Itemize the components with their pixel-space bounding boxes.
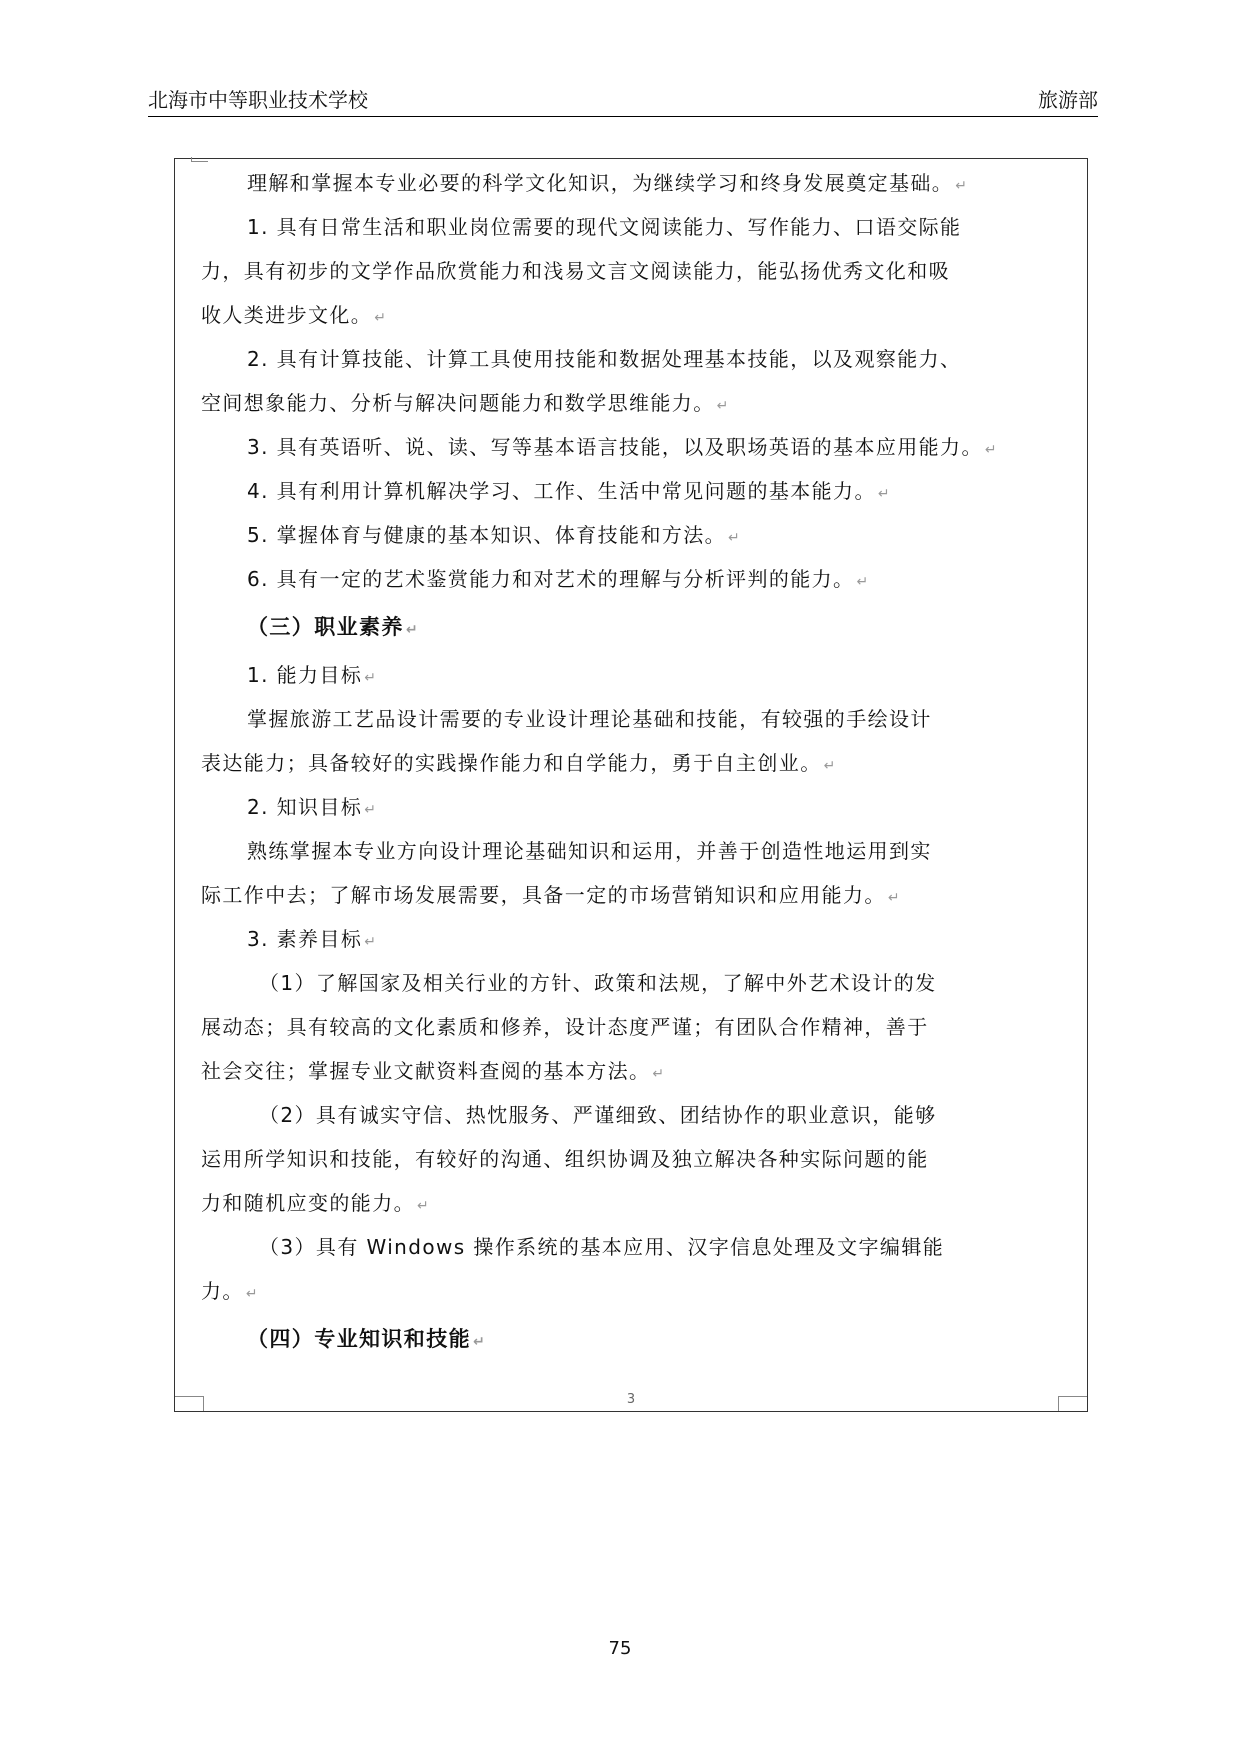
- text-line: （3）具有 Windows 操作系统的基本应用、汉字信息处理及文字编辑能: [259, 1235, 945, 1259]
- text-line: 际工作中去；了解市场发展需要，具备一定的市场营销知识和应用能力。 ↵: [201, 883, 900, 907]
- text-line: 6. 具有一定的艺术鉴赏能力和对艺术的理解与分析评判的能力。 ↵: [247, 567, 869, 591]
- text-line: 理解和掌握本专业必要的科学文化知识，为继续学习和终身发展奠定基础。 ↵: [247, 171, 967, 195]
- text-line: 收人类进步文化。 ↵: [201, 303, 386, 327]
- text-line: 掌握旅游工艺品设计需要的专业设计理论基础和技能，有较强的手绘设计: [247, 707, 932, 731]
- document-body: [201, 161, 1063, 1365]
- section-heading: （三）职业素养 ↵: [247, 615, 418, 639]
- text-line: 表达能力；具备较好的实践操作能力和自学能力，勇于自主创业。 ↵: [201, 751, 836, 775]
- text-line: 3. 具有英语听、说、读、写等基本语言技能，以及职场英语的基本应用能力。 ↵: [247, 435, 997, 459]
- page-number: 75: [608, 1638, 632, 1659]
- embedded-page-number: 3: [626, 1392, 636, 1407]
- text-line: 3. 素养目标 ↵: [247, 927, 376, 951]
- header-department: 旅游部: [1038, 88, 1098, 112]
- text-line: 力，具有初步的文学作品欣赏能力和浅易文言文阅读能力，能弘扬优秀文化和吸: [201, 259, 950, 283]
- text-line: （2）具有诚实守信、热忱服务、严谨细致、团结协作的职业意识，能够: [259, 1103, 937, 1127]
- text-line: 力和随机应变的能力。 ↵: [201, 1191, 429, 1215]
- text-line: 熟练掌握本专业方向设计理论基础知识和运用，并善于创造性地运用到实: [247, 839, 932, 863]
- text-line: 运用所学知识和技能，有较好的沟通、组织协调及独立解决各种实际问题的能: [201, 1147, 929, 1171]
- text-line: 社会交往；掌握专业文献资料查阅的基本方法。 ↵: [201, 1059, 665, 1083]
- embedded-document-frame: [174, 158, 1088, 1412]
- text-line: 2. 知识目标 ↵: [247, 795, 376, 819]
- text-line: 展动态；具有较高的文化素质和修养，设计态度严谨；有团队合作精神，善于: [201, 1015, 929, 1039]
- page-header: [148, 86, 1098, 117]
- text-line: 空间想象能力、分析与解决问题能力和数学思维能力。 ↵: [201, 391, 729, 415]
- text-line: 1. 具有日常生活和职业岗位需要的现代文阅读能力、写作能力、口语交际能: [247, 215, 962, 239]
- header-school-name: 北海市中等职业技术学校: [148, 88, 368, 112]
- text-line: 4. 具有利用计算机解决学习、工作、生活中常见问题的基本能力。 ↵: [247, 479, 890, 503]
- text-line: 1. 能力目标 ↵: [247, 663, 376, 687]
- text-line: （1）了解国家及相关行业的方针、政策和法规，了解中外艺术设计的发: [259, 971, 937, 995]
- text-line: 力。 ↵: [201, 1279, 258, 1303]
- text-line: 5. 掌握体育与健康的基本知识、体育技能和方法。 ↵: [247, 523, 740, 547]
- section-heading: （四）专业知识和技能 ↵: [247, 1327, 485, 1351]
- text-line: 2. 具有计算技能、计算工具使用技能和数据处理基本技能，以及观察能力、: [247, 347, 962, 371]
